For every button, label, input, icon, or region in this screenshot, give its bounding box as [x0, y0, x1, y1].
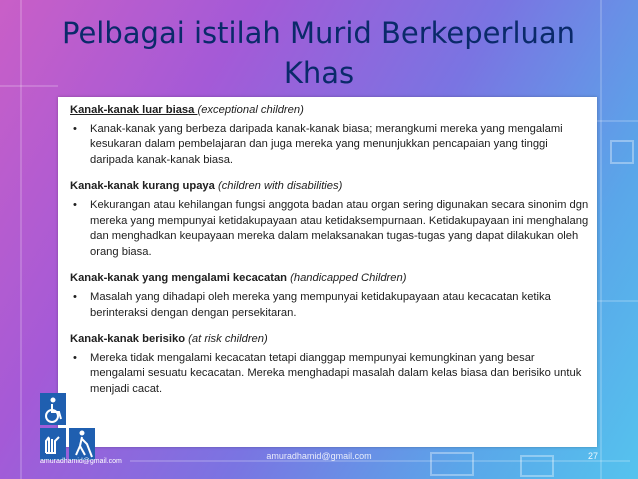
bullet-text: Kanak-kanak yang berbeza daripada kanak-kanak biasa; merangkumi mereka yang mengalami kesukaran dalam pembelajaran dan juga mereka yang menunjukkan pencapaian yang tinggi daripada kanak-kanak biasa.	[90, 122, 563, 166]
term-english: (at risk children)	[188, 333, 268, 346]
term-heading	[70, 271, 590, 287]
content-list	[70, 103, 590, 409]
term-name: Kanak-kanak yang mengalami kecacatan	[70, 272, 291, 285]
bullet-dot: •	[73, 198, 77, 211]
bullet-text: Masalah yang dihadapi oleh mereka yang mempunyai ketidakupayaan atau kecacatan ketika berinteraksi dengan dengan persekitaran.	[90, 290, 551, 319]
term-name: Kanak-kanak berisiko	[70, 333, 189, 346]
term-heading	[70, 103, 590, 119]
bullet-text: Mereka tidak mengalami kecacatan tetapi dianggap mempunyai kemungkinan yang besar mengalami sesuatu kecacatan. Mereka menghadapi masalah dalam kelas biasa dan berisiko untuk menjadi cacat.	[90, 351, 582, 395]
term-name: Kanak-kanak kurang upaya	[70, 180, 218, 193]
slide-title-line2: Khas	[283, 56, 355, 90]
term-heading	[70, 179, 590, 195]
bullet-dot: •	[73, 122, 77, 135]
logo-caption: amuradhamid@gmail.com	[40, 458, 122, 465]
footer-email: amuradhamid@gmail.com	[266, 451, 372, 461]
term-section	[70, 103, 590, 168]
bullet-text: Kekurangan atau kehilangan fungsi anggota badan atau organ sering digunakan secara sinonim dgn mereka yang mempunyai ketidakupayaan atau ketidaksempurnaan. Ketidakupayaan ini menghalang dan menghadkan keupayaan mereka dalam melaksanakan tugas-tugas yang dapat dilakukan oleh orang biasa.	[90, 198, 589, 258]
bullet-dot: •	[73, 290, 77, 303]
bullet-item	[70, 351, 590, 398]
term-english: (exceptional children)	[197, 104, 304, 116]
bullet-item	[70, 122, 590, 169]
term-section	[70, 332, 590, 397]
slide-title-line1: Pelbagai istilah Murid Berkeperluan	[62, 16, 576, 50]
content-panel	[58, 97, 597, 447]
term-english: (children with disabilities)	[217, 180, 343, 193]
page-number: 27	[588, 451, 599, 461]
bullet-item	[70, 198, 590, 260]
term-english: (handicapped Children)	[290, 272, 407, 285]
bullet-dot: •	[73, 351, 77, 364]
term-heading	[70, 332, 590, 348]
bullet-item	[70, 290, 590, 321]
term-name: Kanak-kanak luar biasa	[70, 104, 198, 116]
term-section	[70, 179, 590, 260]
term-section	[70, 271, 590, 321]
